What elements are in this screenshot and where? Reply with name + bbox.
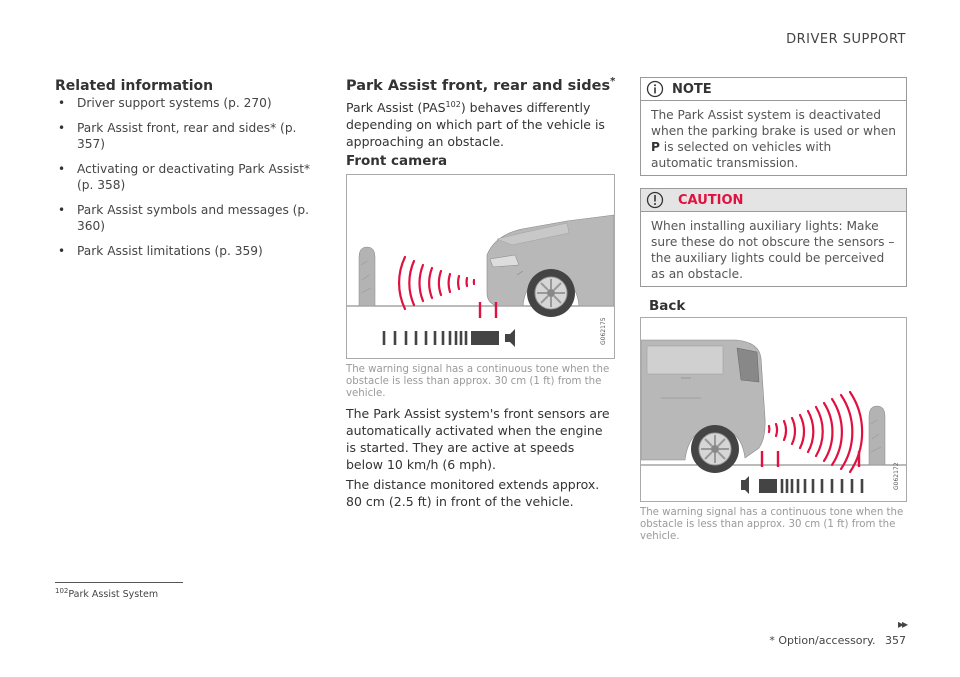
section-header: DRIVER SUPPORT bbox=[786, 32, 906, 47]
next-page-arrow-icon[interactable]: ▸▸ bbox=[897, 617, 906, 631]
caution-text: When installing auxiliary lights: Make sure these do not obscure the sensors – the auxiliary lights could be perceived as an obstacle. bbox=[651, 219, 895, 281]
note-text: The Park Assist system is deactivated when the parking brake is used or when P is selected on vehicles with automatic transmission. bbox=[651, 108, 896, 170]
note-label: NOTE bbox=[672, 81, 712, 97]
front-camera-heading: Front camera bbox=[346, 153, 448, 169]
note-box bbox=[640, 77, 907, 176]
related-link-symbols[interactable]: • Park Assist symbols and messages (p. 360) bbox=[55, 202, 320, 234]
distance-paragraph: The distance monitored extends approx. 80 cm (2.5 ft) in front of the vehicle. bbox=[346, 477, 600, 509]
related-info-list bbox=[55, 95, 320, 268]
page-footer bbox=[769, 634, 906, 647]
back-camera-illustration bbox=[641, 318, 906, 501]
option-note: * Option/accessory. bbox=[769, 634, 876, 647]
related-link-limitations[interactable]: • Park Assist limitations (p. 359) bbox=[55, 243, 320, 259]
warning-icon bbox=[646, 191, 664, 209]
intro-paragraph: Park Assist (PAS$^{102}$) behaves differently depending on which part of the vehicle is approaching an obstacle. bbox=[346, 100, 605, 150]
info-icon bbox=[646, 80, 664, 98]
caution-label: CAUTION bbox=[678, 192, 744, 208]
back-caption: The warning signal has a continuous tone when the obstacle is less than approx. 30 cm (1 ft) from the vehicle. bbox=[640, 507, 904, 542]
related-info-title: Related information bbox=[55, 78, 214, 94]
front-camera-figure bbox=[346, 174, 615, 359]
section-title: Park Assist front, rear and sides* bbox=[346, 76, 616, 94]
caution-box bbox=[640, 188, 907, 287]
front-sensors-paragraph: The Park Assist system's front sensors are automatically activated when the engine is started. They are active at speeds below 10 km/h (6 mph). bbox=[346, 406, 610, 472]
footnote: $^{102}$Park Assist System bbox=[55, 587, 159, 601]
back-heading: Back bbox=[649, 298, 686, 314]
back-figure-id: G062172 bbox=[893, 462, 900, 490]
front-figure-id: G062175 bbox=[600, 317, 607, 345]
front-camera-illustration bbox=[347, 175, 614, 358]
speaker-icon bbox=[741, 476, 749, 494]
front-caption: The warning signal has a continuous tone when the obstacle is less than approx. 30 cm (1 ft) from the vehicle. bbox=[346, 364, 610, 399]
back-camera-figure bbox=[640, 317, 907, 502]
related-link-activating[interactable]: • Activating or deactivating Park Assist* (p. 358) bbox=[55, 161, 320, 193]
footnote-divider bbox=[55, 582, 183, 583]
related-link-driver-support[interactable]: • Driver support systems (p. 270) bbox=[55, 95, 320, 111]
speaker-icon bbox=[505, 329, 515, 347]
related-link-park-assist[interactable]: • Park Assist front, rear and sides* (p. 357) bbox=[55, 120, 320, 152]
page-number: 357 bbox=[885, 634, 906, 647]
